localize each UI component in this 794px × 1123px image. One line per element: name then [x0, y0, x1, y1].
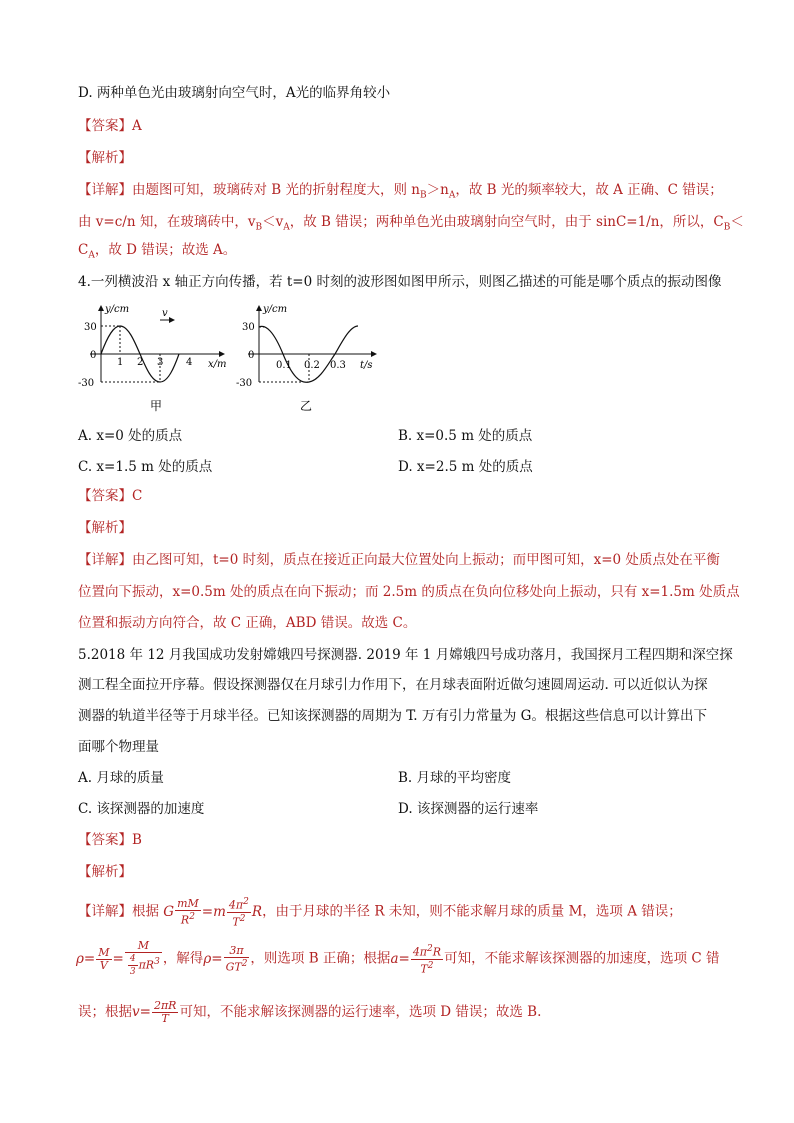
t-tick-label: 0.1	[276, 360, 292, 371]
q3-detail-line-2	[78, 212, 744, 238]
formula-density: ρ= $\frac{M}{V}$ = M $\frac{4}{3}$ $\pi R^3$	[76, 939, 160, 977]
q4-option-c: C. x=1.5 m 处的质点	[78, 459, 213, 475]
t-tick-label: 0.3	[330, 360, 346, 371]
detail-text: ，则选项 B 正确；根据	[250, 950, 391, 967]
subscript: B	[723, 222, 731, 233]
q5-detail-line-2	[76, 940, 720, 978]
y-tick-label: 30	[242, 322, 255, 333]
detail-text: 可知，不能求解该探测器的加速度，选项 C 错	[444, 950, 720, 967]
q5-stem-line-3: 测器的轨道半径等于月球半径。已知该探测器的周期为 T. 万有引力常量为 G。根据这些信息可以计算出下	[78, 708, 707, 724]
q5-detail-line-1	[78, 896, 682, 928]
detail-text: ，故 D 错误；故选 A。	[94, 242, 237, 258]
detail-text: ＞n	[426, 182, 449, 198]
figure-caption: 甲	[150, 399, 163, 413]
x-axis-label: x/m	[208, 359, 227, 370]
q3-answer	[78, 116, 142, 136]
detail-text: 由乙图可知，t=0 时刻，质点在接近正向最大位置处向上振动；而甲图可知，x=0 处质点处在平衡	[132, 552, 720, 568]
detail-label: 【详解】	[78, 552, 132, 568]
formula-gravitation: G $\frac{mM}{R^2}$ =m $\frac{4\pi^2}{T^2}$ R	[163, 896, 263, 929]
wave-graph-jia	[78, 300, 238, 418]
subscript: A	[448, 190, 456, 201]
q4-option-b: B. x=0.5 m 处的质点	[398, 428, 533, 444]
q4-option-d: D. x=2.5 m 处的质点	[398, 459, 533, 475]
x-tick-label: 3	[157, 357, 164, 368]
t-tick-label: 0.2	[304, 360, 320, 371]
q5-stem-line-2: 测工程全面拉开序幕。假设探测器仅在月球引力作用下，在月球表面附近做匀速圆周运动. 可以近似认为探	[78, 677, 708, 693]
y-tick-label: 0	[248, 350, 255, 361]
formula-density-result: ρ= $\frac{3\pi}{GT^2}$	[203, 943, 248, 974]
q5-option-a: A. 月球的质量	[78, 770, 164, 786]
y-tick-label: 0	[90, 350, 97, 361]
q4-detail-line-3: 位置和振动方向符合，故 C 正确，ABD 错误。故选 C。	[78, 615, 417, 631]
velocity-label: v	[162, 308, 168, 319]
detail-text: ＜	[730, 214, 744, 230]
x-tick-label: 1	[117, 357, 124, 368]
q5-option-b: B. 月球的平均密度	[398, 770, 512, 786]
detail-text: 由题图可知，玻璃砖对 B 光的折射程度大，则 n	[132, 182, 420, 198]
formula-velocity: v= $\frac{2\pi R}{T}$	[132, 999, 177, 1025]
detail-label: 【详解】	[78, 903, 132, 920]
y-axis-label: y/cm	[105, 304, 130, 315]
detail-text: 可知，不能求解该探测器的运行速率，选项 D 错误；故选 B.	[179, 1004, 542, 1020]
detail-text: 由 v=c/n 知，在玻璃砖中，v	[78, 214, 256, 230]
q4-option-a: A. x=0 处的质点	[78, 428, 183, 444]
figure-caption: 乙	[300, 399, 313, 413]
detail-text: ，故 B 光的频率较大，故 A 正确、C 错误；	[455, 182, 723, 198]
detail-text: C	[78, 242, 89, 258]
q5-stem-line-1: 5.2018 年 12 月我国成功发射嫦娥四号探测器. 2019 年 1 月嫦娥四号成功落月，我国探月工程四期和深空探	[78, 647, 733, 663]
y-tick-label: 30	[84, 322, 97, 333]
q4-stem: 4.一列横波沿 x 轴正方向传播，若 t=0 时刻的波形图如图甲所示，则图乙描述的可能是哪个质点的振动图像	[78, 274, 722, 290]
y-tick-label: -30	[236, 378, 253, 389]
q4-analysis-label: 【解析】	[78, 520, 132, 536]
detail-label: 【详解】	[78, 182, 132, 198]
x-tick-label: 4	[186, 357, 193, 368]
y-tick-label: -30	[78, 378, 95, 389]
y-axis-label: y/cm	[263, 304, 288, 315]
detail-text: ，故 B 错误；两种单色光由玻璃射向空气时，由于 sinC=1/n，所以，C	[289, 214, 724, 230]
q5-option-d: D. 该探测器的运行速率	[398, 801, 539, 817]
detail-text: ＜v	[262, 214, 284, 230]
q5-analysis-label: 【解析】	[78, 864, 132, 880]
answer-label: 【答案】	[78, 832, 132, 848]
answer-value: C	[132, 488, 143, 504]
x-tick-label: 2	[137, 357, 144, 368]
vibration-graph-yi	[236, 300, 386, 418]
q3-analysis-label: 【解析】	[78, 150, 132, 166]
q3-detail-line-1	[78, 180, 723, 206]
q3-detail-line-3	[78, 240, 236, 266]
q4-answer	[78, 486, 142, 506]
q5-answer	[78, 830, 142, 850]
t-axis-label: t/s	[360, 360, 373, 371]
detail-text: 根据	[132, 903, 164, 920]
q5-detail-line-3	[78, 998, 541, 1026]
answer-value: A	[132, 118, 142, 134]
q3-option-d: D. 两种单色光由玻璃射向空气时，A光的临界角较小	[78, 85, 391, 101]
answer-label: 【答案】	[78, 488, 132, 504]
detail-text: ，解得	[162, 950, 204, 967]
formula-acceleration: a= $\frac{4\pi^2R}{T^2}$	[390, 943, 442, 976]
subscript: B	[420, 190, 427, 201]
q5-option-c: C. 该探测器的加速度	[78, 801, 205, 817]
subscript: A	[88, 250, 95, 261]
q4-detail-line-2: 位置向下振动，x=0.5m 处的质点在向下振动；而 2.5m 的质点在负向位移处向上振动，只有 x=1.5m 处质点	[78, 584, 740, 600]
subscript: B	[255, 222, 263, 233]
subscript: A	[283, 222, 290, 233]
answer-label: 【答案】	[78, 118, 132, 134]
detail-text: ，由于月球的半径 R 未知，则不能求解月球的质量 M，选项 A 错误；	[262, 903, 682, 920]
answer-value: B	[132, 832, 142, 848]
q4-detail-line-1	[78, 550, 720, 570]
detail-text: 误；根据	[78, 1004, 132, 1020]
q5-stem-line-4: 面哪个物理量	[78, 739, 159, 755]
